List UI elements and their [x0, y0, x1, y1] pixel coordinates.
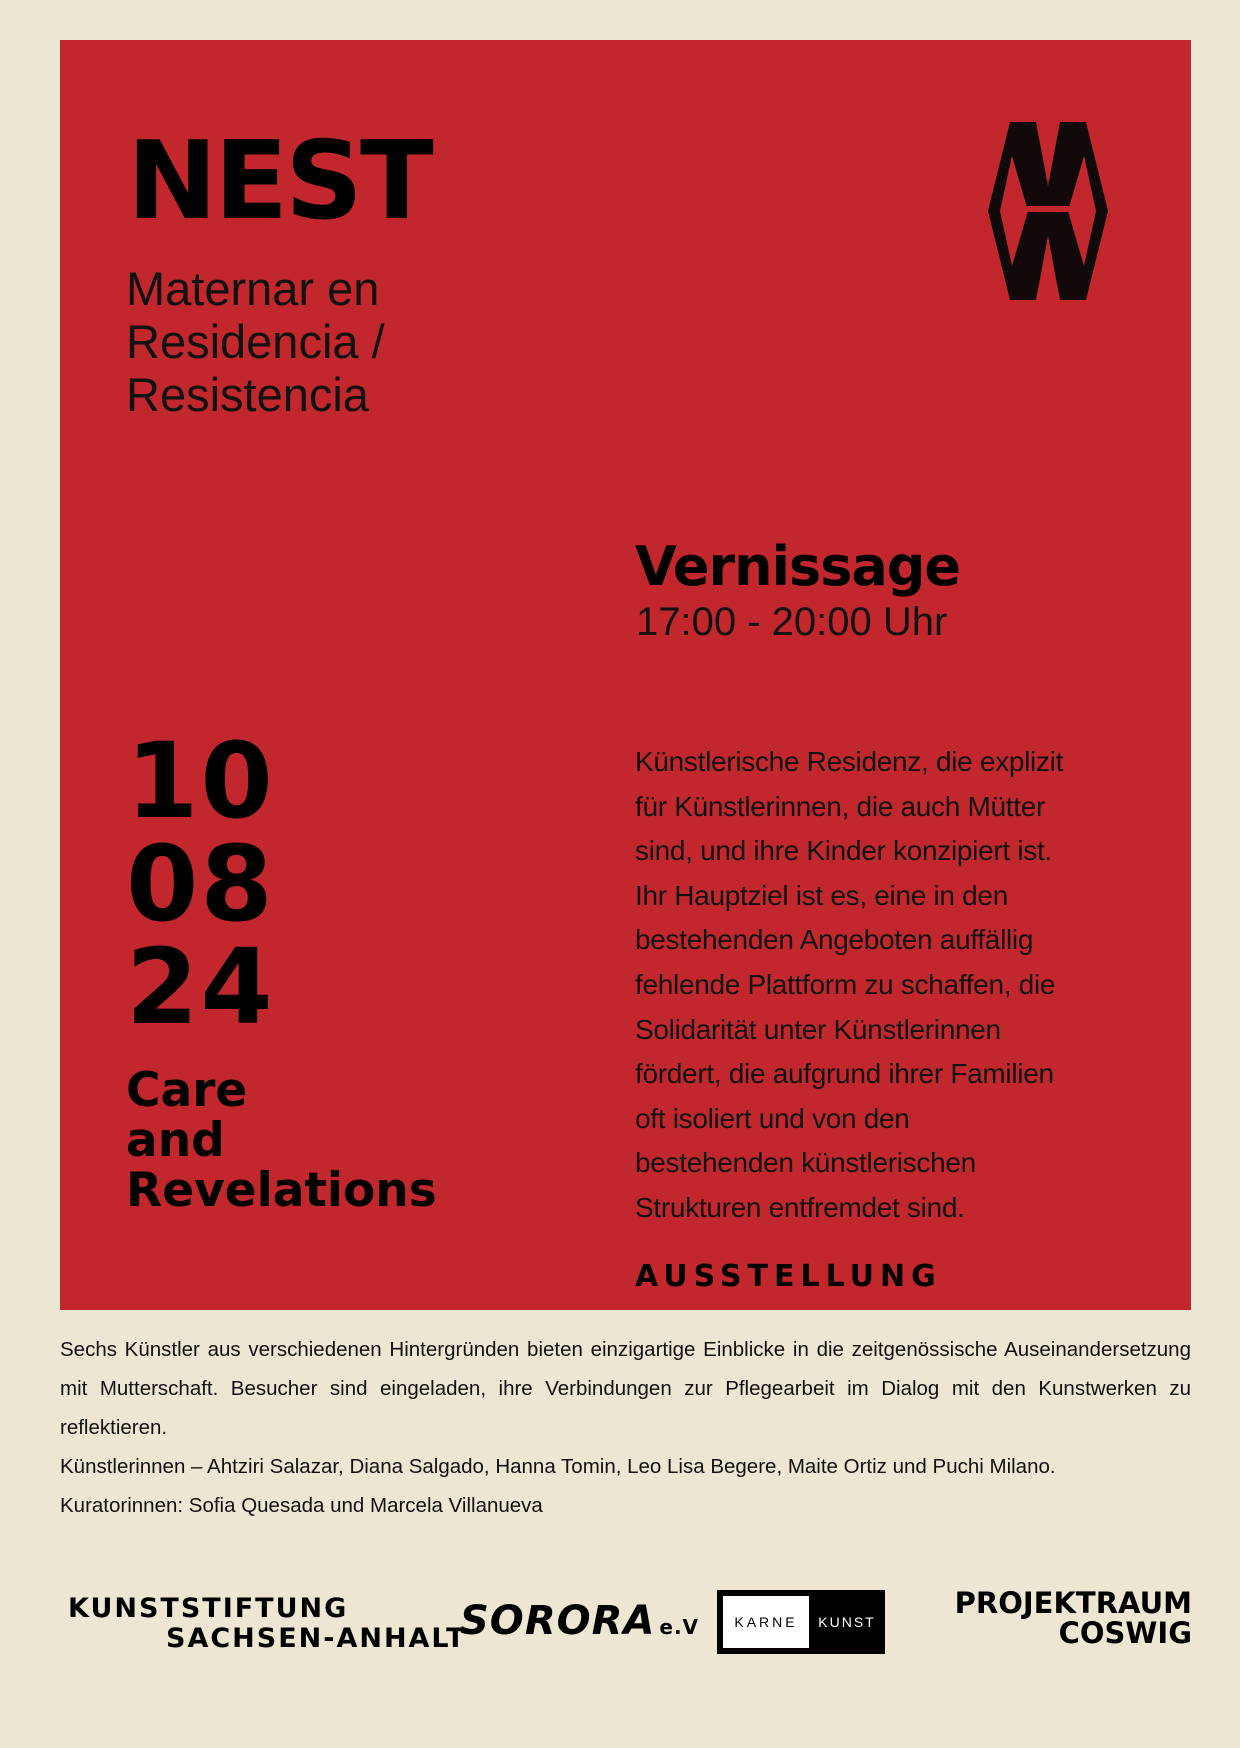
description-line: Strukturen entfremdet sind. [635, 1191, 965, 1223]
poster-panel [60, 40, 1191, 1310]
description-line: fehlende Plattform zu schaffen, die [635, 968, 1056, 1000]
date-day: 10 [126, 720, 275, 842]
event-heading: Vernissage [635, 535, 961, 598]
description-line: fördert, die aufgrund ihrer Familien [635, 1058, 1054, 1090]
sorora-logo: SORORA e.V [460, 1598, 700, 1644]
date-year: 24 [126, 926, 275, 1048]
intro-paragraph: Sechs Künstler aus verschiedenen Hintergründen bieten einzigartige Einblicke in die zeitgenössische Auseinandersetzung mit Mutterschaft. Besucher sind eingeladen, ihre Verbindungen zur Pflegearbeit im Dialog mit den Kunstwerken zu reflektieren. [60, 1338, 1191, 1439]
subtitle-line: Residencia / [126, 315, 385, 368]
category-label: AUSSTELLUNG [635, 1259, 942, 1294]
description-line: sind, und ihre Kinder konzipiert ist. [635, 835, 1052, 867]
info-text [60, 1330, 1191, 1525]
theme-line: and [126, 1113, 225, 1168]
description-line: bestehenden Angeboten auffällig [635, 924, 1034, 956]
date-month: 08 [126, 823, 275, 945]
description-line: oft isoliert und von den [635, 1102, 910, 1134]
subtitle-line: Resistencia [126, 368, 369, 421]
theme-title [126, 1063, 437, 1218]
poster-title: NEST [127, 119, 431, 244]
subtitle-line: Maternar en [126, 262, 380, 315]
event-date [126, 720, 275, 1048]
description-line: für Künstlerinnen, die auch Mütter [635, 790, 1046, 822]
theme-line: Revelations [126, 1163, 437, 1218]
poster-subtitle [126, 262, 486, 421]
curators-line: Kuratorinnen: Sofia Quesada und Marcela Villanueva [60, 1494, 543, 1517]
event-time: 17:00 - 20:00 Uhr [636, 600, 948, 644]
partner-logos [60, 1580, 1191, 1660]
artists-line: Künstlerinnen – Ahtziri Salazar, Diana Salgado, Hanna Tomin, Leo Lisa Begere, Maite Ortiz und Puchi Milano. [60, 1455, 1056, 1478]
description-line: Künstlerische Residenz, die explizit [635, 746, 1064, 777]
theme-line: Care [126, 1063, 248, 1118]
mw-logo-icon [988, 122, 1108, 300]
description-line: Solidarität unter Künstlerinnen [635, 1013, 1001, 1045]
karne-kunst-logo: KARNE KUNST [717, 1590, 885, 1654]
description-line: bestehenden künstlerischen [635, 1147, 976, 1179]
projektraum-coswig-logo: PROJEKTRAUM COSWIG [954, 1586, 1192, 1650]
description [635, 740, 1135, 1231]
description-line: Ihr Hauptziel ist es, eine in den [635, 879, 1008, 911]
kunststiftung-logo: KUNSTSTIFTUNG SACHSEN-ANHALT [68, 1593, 467, 1654]
